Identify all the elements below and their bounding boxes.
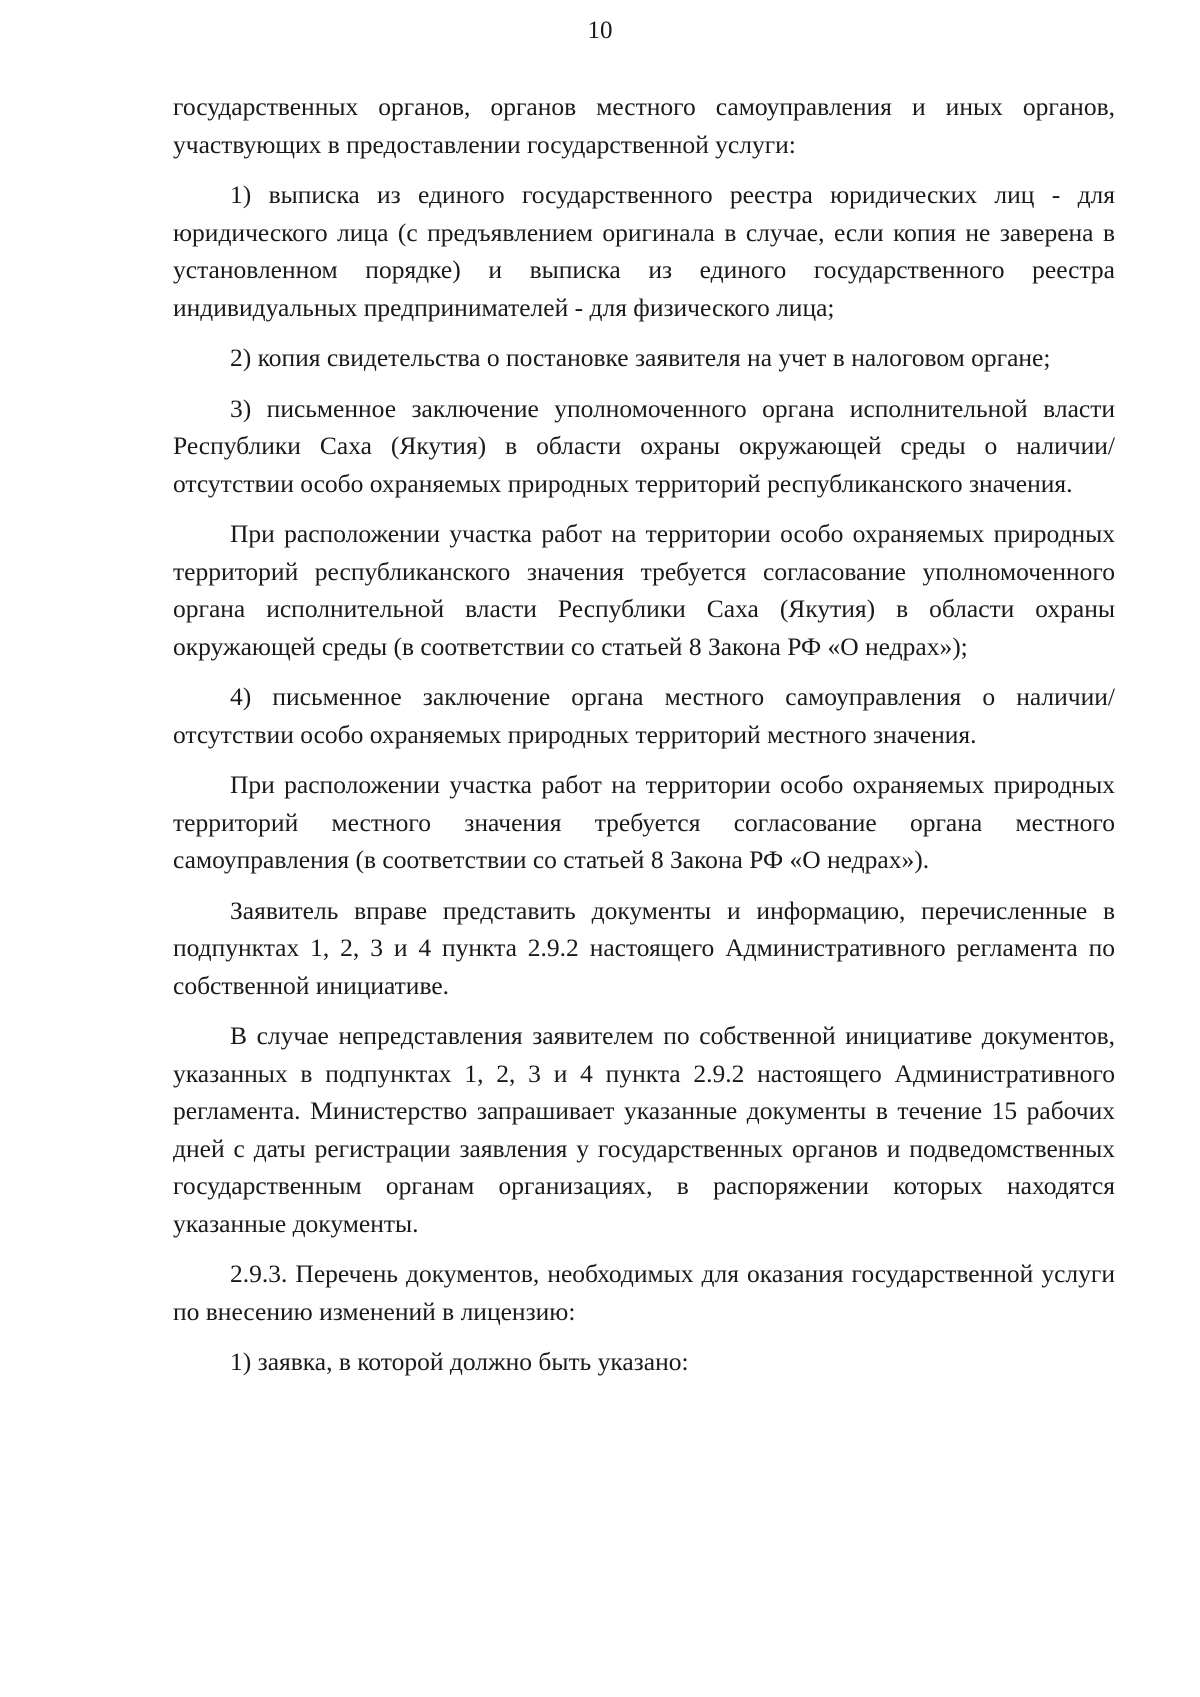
paragraph-application-item-1: 1) заявка, в которой должно быть указано: [230,1347,689,1376]
paragraph-section-2-9-3: 2.9.3. Перечень документов, необходимых для оказания государственной услуги по внесению изменений в лицензию: [173,1259,1115,1326]
paragraph-applicant-right: Заявитель вправе представить документы и информацию, перечисленные в подпунктах 1, 2, 3 и 4 пункта 2.9.2 настоящего Административного регламента по собственной инициативе. [173,895,1115,1000]
paragraph-item-3: 3) письменное заключение уполномоченного органа исполнительной власти Республики Саха (Якутия) в области охраны окружающей среды о наличии/отсутствии особо охраняемых природных территорий республиканского значения. [173,393,1115,498]
paragraph-item-1: 1) выписка из единого государственного реестра юридических лиц - для юридического лица (с предъявлением оригинала в случае, если копия не заверена в установленном порядке) и выписка из единого государственного реестра индивидуальных предпринимателей - для физического лица; [173,180,1115,322]
page-number: 10 [587,17,613,44]
paragraph-note-republican: При расположении участка работ на территории особо охраняемых природных территорий республиканского значения требуется согласование уполномоченного органа исполнительной власти Республики Саха (Якутия) в области охраны окружающей среды (в соответствии со статьей 8 Закона РФ «О недрах»); [173,519,1115,661]
paragraph-item-4: 4) письменное заключение органа местного самоуправления о наличии/отсутствии особо охраняемых природных территорий местного значения. [173,682,1115,749]
paragraph-note-local: При расположении участка работ на территории особо охраняемых природных территорий местного значения требуется согласование органа местного самоуправления (в соответствии со статьей 8 Закона РФ «О недрах»). [173,770,1115,874]
paragraph-continuation: государственных органов, органов местного самоуправления и иных органов, участвующих в предоставлении государственной услуги: [173,92,1115,159]
paragraph-ministry-request: В случае непредставления заявителем по собственной инициативе документов, указанных в подпунктах 1, 2, 3 и 4 пункта 2.9.2 настоящего Административного регламента. Министерство запрашивает указанные документы в течение 15 рабочих дней с даты регистрации заявления у государственных органов и подведомственных государственным органам организациях, в распоряжении которых находятся указанные документы. [173,1021,1115,1238]
paragraph-item-2: 2) копия свидетельства о постановке заявителя на учет в налоговом органе; [230,343,1051,372]
document-body [173,88,1115,1394]
